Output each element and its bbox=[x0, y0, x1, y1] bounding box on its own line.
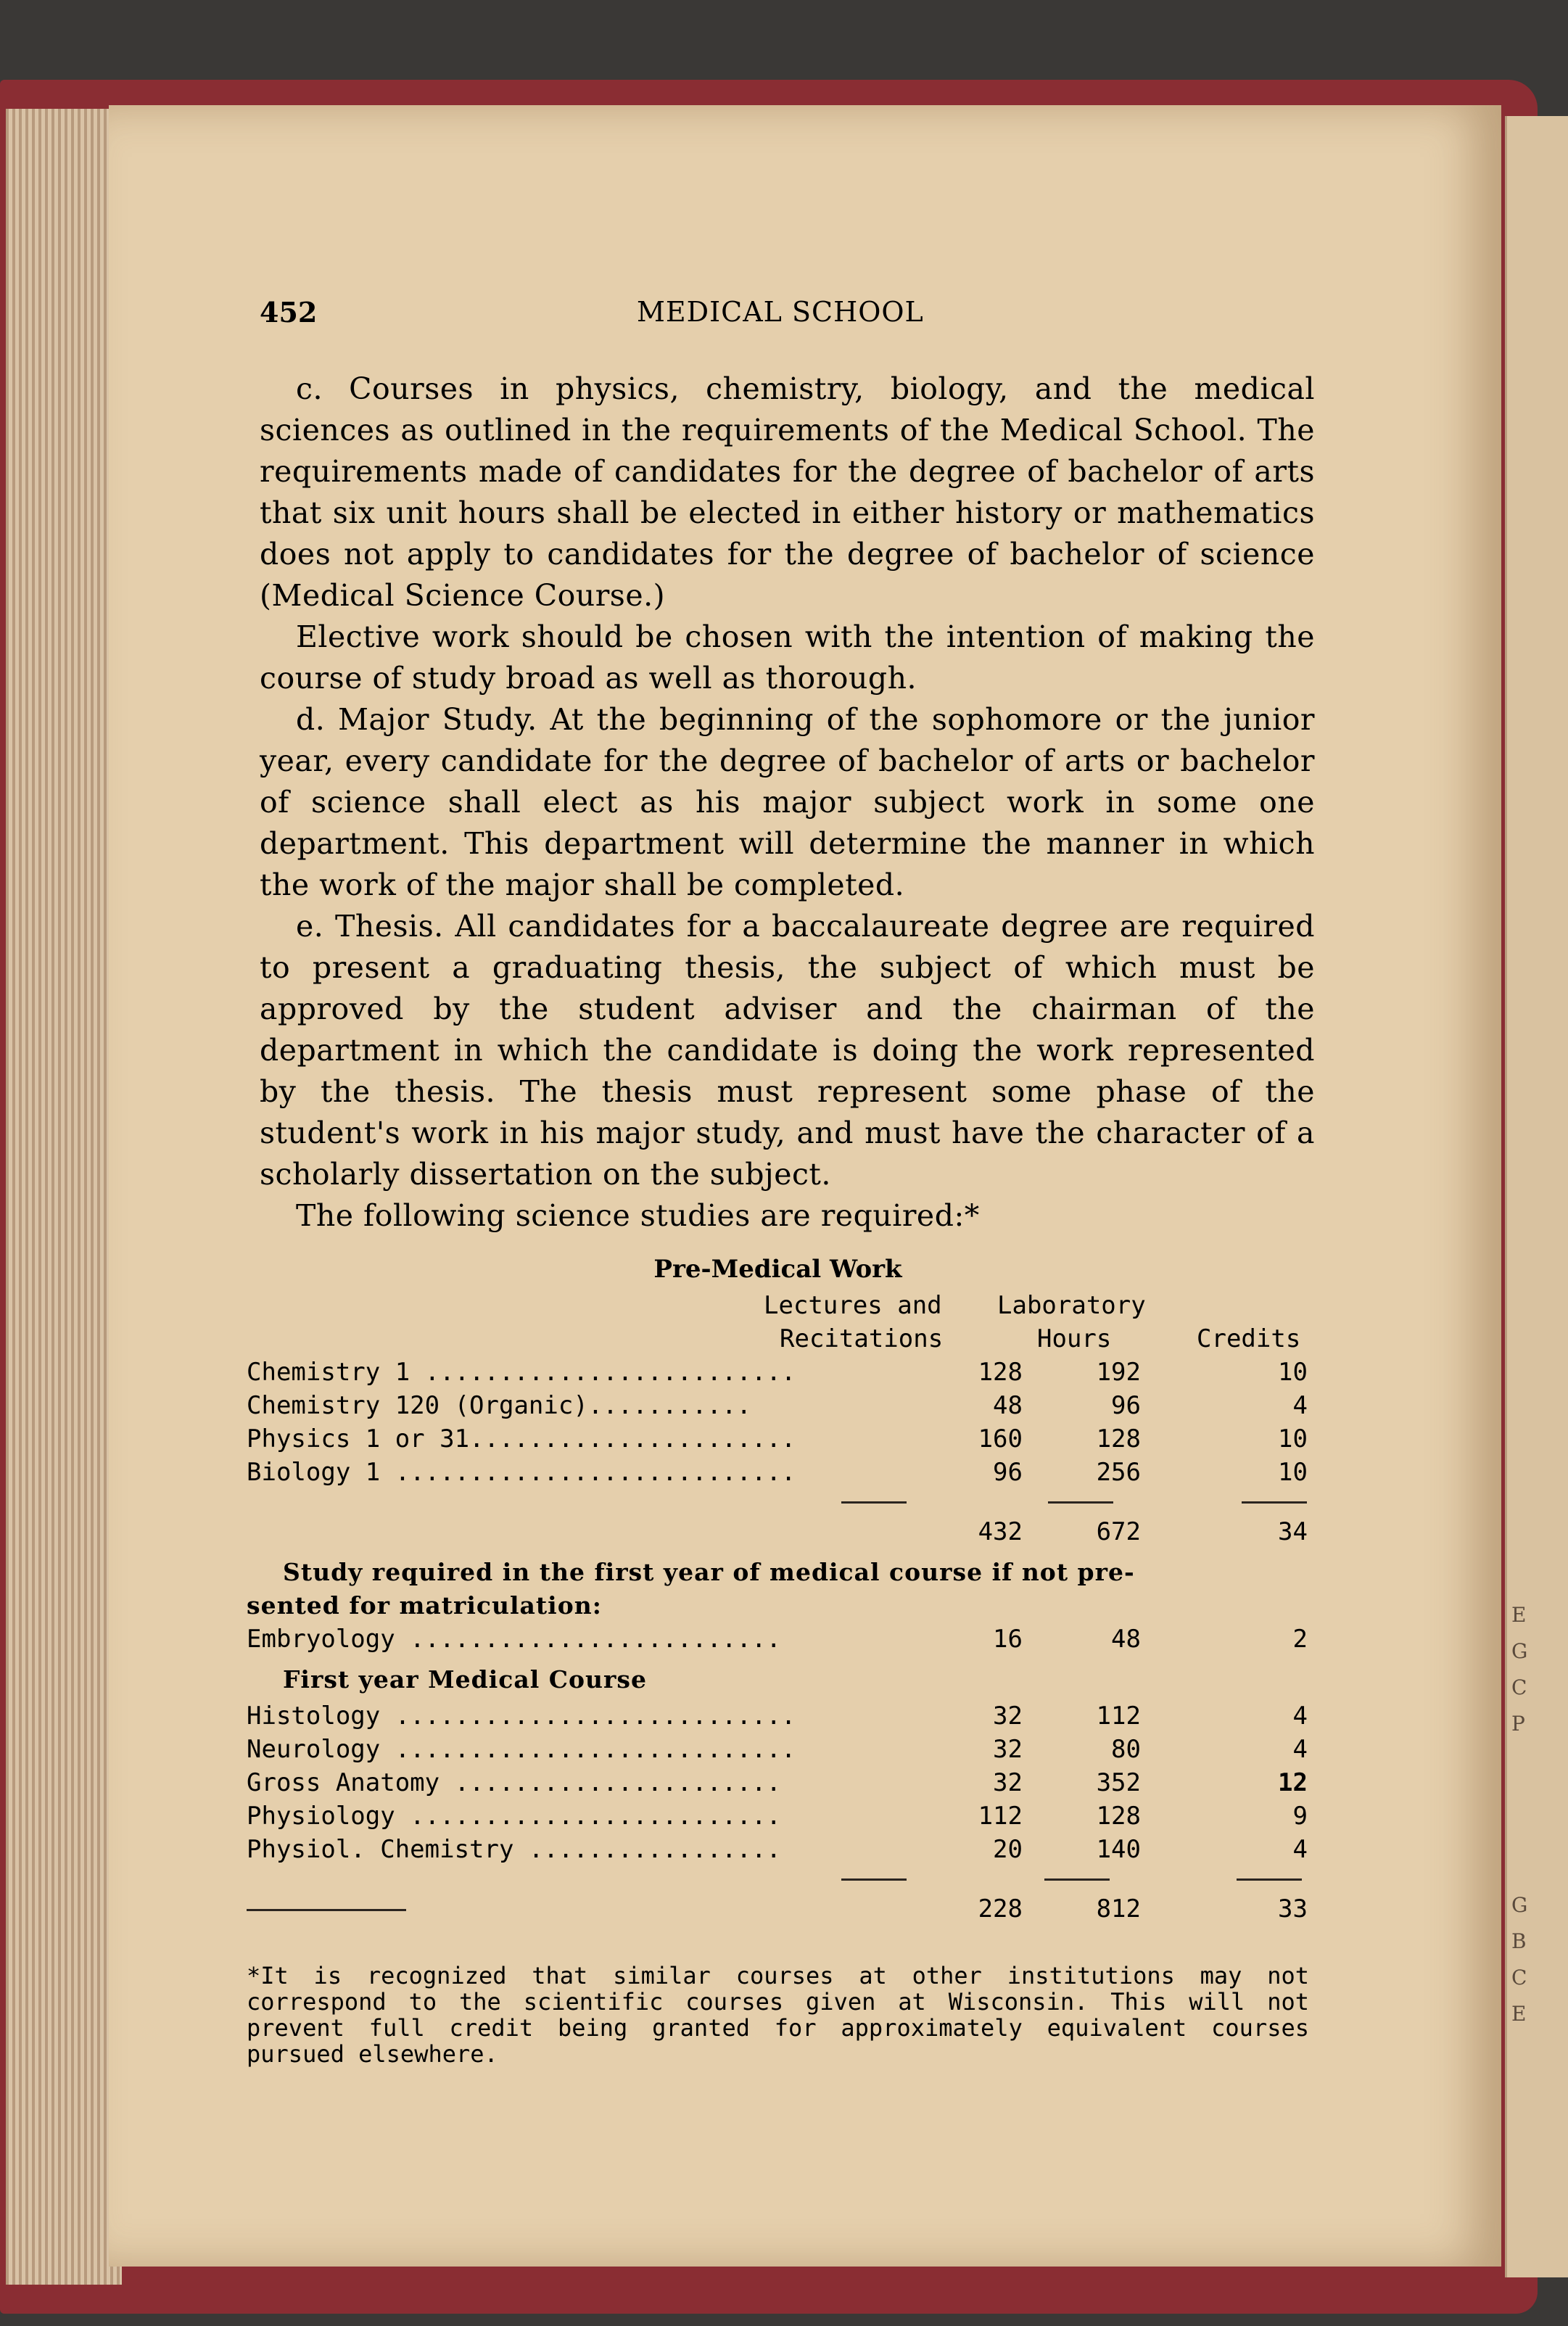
first-year-total-row bbox=[247, 1894, 1309, 1935]
table-row bbox=[247, 1358, 1309, 1391]
total-rule bbox=[841, 1878, 907, 1881]
first-year-heading: First year Medical Course bbox=[283, 1665, 647, 1694]
table-row bbox=[247, 1802, 1309, 1835]
total-rule bbox=[841, 1501, 907, 1504]
body-text bbox=[260, 368, 1315, 1237]
premed-total-row bbox=[247, 1517, 1309, 1558]
lab-value: 80 bbox=[1111, 1735, 1141, 1764]
table-row bbox=[247, 1391, 1309, 1424]
edge-letter: E bbox=[1511, 1603, 1527, 1627]
course-name: Physiology ......................... bbox=[247, 1802, 781, 1831]
lab-value: 256 bbox=[1096, 1458, 1141, 1487]
course-name: Gross Anatomy ...................... bbox=[247, 1768, 781, 1797]
col-credits-head: Credits bbox=[1197, 1324, 1301, 1353]
total-lab: 672 bbox=[1096, 1517, 1141, 1546]
lectures-value: 112 bbox=[978, 1802, 1023, 1831]
lab-value: 48 bbox=[1111, 1625, 1141, 1654]
total-rule bbox=[1237, 1878, 1302, 1881]
table-row bbox=[247, 1768, 1309, 1802]
course-name: Physiol. Chemistry ................. bbox=[247, 1835, 781, 1864]
edge-letter: C bbox=[1511, 1675, 1527, 1699]
total-lab: 812 bbox=[1096, 1894, 1141, 1923]
course-name: Physics 1 or 31...................... bbox=[247, 1424, 796, 1453]
course-name: Biology 1 ........................... bbox=[247, 1458, 796, 1487]
table-heading: Pre-Medical Work bbox=[653, 1255, 902, 1284]
edge-letter: B bbox=[1511, 1929, 1527, 1953]
credits-value: 2 bbox=[1292, 1625, 1308, 1654]
credits-value: 4 bbox=[1292, 1735, 1308, 1764]
first-year-heading-row bbox=[247, 1665, 1309, 1702]
edge-letter: G bbox=[1511, 1893, 1528, 1917]
lectures-value: 128 bbox=[978, 1358, 1023, 1387]
edge-letter: G bbox=[1511, 1639, 1528, 1663]
paragraph-c: c. Courses in physics, chemistry, biology, and the medical sciences as outlined in the requirements of the Medical School. The requirements made of candidates for the degree of bachelor of arts that six unit hours shall be elected in either history or mathematics does not apply to candidates for the degree of bachelor of science (Medical Science Course.) bbox=[260, 371, 1315, 613]
paragraph-elective: Elective work should be chosen with the intention of making the course of study broad as well as thorough. bbox=[260, 619, 1315, 696]
credits-value: 4 bbox=[1292, 1391, 1308, 1420]
study-required-line2 bbox=[247, 1591, 1309, 1625]
credits-value: 10 bbox=[1278, 1424, 1308, 1453]
course-name: Embryology ......................... bbox=[247, 1625, 781, 1654]
table-row bbox=[247, 1735, 1309, 1768]
col-hours-head: Hours bbox=[1037, 1324, 1112, 1353]
credits-value: 12 bbox=[1278, 1768, 1308, 1797]
credits-value: 4 bbox=[1292, 1702, 1308, 1731]
table-row bbox=[247, 1625, 1309, 1665]
page-number: 452 bbox=[260, 296, 318, 329]
course-name: Chemistry 1 ......................... bbox=[247, 1358, 796, 1387]
lectures-value: 48 bbox=[993, 1391, 1023, 1420]
column-header-line1 bbox=[247, 1291, 1309, 1324]
lab-value: 192 bbox=[1096, 1358, 1141, 1387]
lectures-value: 96 bbox=[993, 1458, 1023, 1487]
footnote: *It is recognized that similar courses at other institutions may not correspond to the scientific courses given at Wisconsin. This will not prevent full credit being granted for approximately equivalent courses pursued elsewhere. bbox=[247, 1962, 1309, 2068]
table-row bbox=[247, 1702, 1309, 1735]
total-rule bbox=[247, 1909, 406, 1911]
total-credits: 33 bbox=[1278, 1894, 1308, 1923]
edge-letter: C bbox=[1511, 1966, 1527, 1989]
course-name: Chemistry 120 (Organic)........... bbox=[247, 1391, 751, 1420]
lab-value: 128 bbox=[1096, 1802, 1141, 1831]
lab-value: 140 bbox=[1096, 1835, 1141, 1864]
edge-letter: E bbox=[1511, 2002, 1527, 2026]
lab-value: 352 bbox=[1096, 1768, 1141, 1797]
credits-value: 10 bbox=[1278, 1458, 1308, 1487]
total-rule bbox=[1242, 1501, 1307, 1504]
lectures-value: 20 bbox=[993, 1835, 1023, 1864]
total-rules bbox=[247, 1491, 1309, 1517]
requirements-table bbox=[247, 1255, 1309, 1935]
lectures-value: 32 bbox=[993, 1735, 1023, 1764]
credits-value: 9 bbox=[1292, 1802, 1308, 1831]
table-row bbox=[247, 1424, 1309, 1458]
lectures-value: 16 bbox=[993, 1625, 1023, 1654]
total-rule bbox=[1048, 1501, 1113, 1504]
lectures-value: 32 bbox=[993, 1702, 1023, 1731]
col-lectures-head: Lectures and bbox=[764, 1291, 942, 1320]
table-row bbox=[247, 1458, 1309, 1491]
total-credits: 34 bbox=[1278, 1517, 1308, 1546]
total-rules bbox=[247, 1868, 1309, 1894]
paragraph-e: e. Thesis. All candidates for a baccalaureate degree are required to present a graduating thesis, the subject of which must be approved by the student adviser and the chairman of the department in which the candidate is doing the work represented by the thesis. The thesis must represent some phase of the student's work in his major study, and must have the character of a scholarly dissertation on the subject. bbox=[260, 909, 1315, 1192]
credits-value: 4 bbox=[1292, 1835, 1308, 1864]
study-required-text: sented for matriculation: bbox=[247, 1591, 602, 1620]
course-name: Neurology ........................... bbox=[247, 1735, 796, 1764]
column-header-line2 bbox=[247, 1324, 1309, 1358]
lectures-value: 32 bbox=[993, 1768, 1023, 1797]
total-lectures: 228 bbox=[978, 1894, 1023, 1923]
page-title: MEDICAL SCHOOL bbox=[637, 296, 924, 328]
lab-value: 112 bbox=[1096, 1702, 1141, 1731]
study-required-line1 bbox=[247, 1558, 1309, 1591]
table-row bbox=[247, 1835, 1309, 1868]
col-lab-head: Laboratory bbox=[997, 1291, 1146, 1320]
study-required-text: Study required in the first year of medical course if not pre- bbox=[283, 1558, 1135, 1586]
credits-value: 10 bbox=[1278, 1358, 1308, 1387]
total-rule bbox=[1044, 1878, 1110, 1881]
page-edges bbox=[6, 109, 122, 2285]
lab-value: 96 bbox=[1111, 1391, 1141, 1420]
next-page-edge bbox=[1505, 116, 1568, 2277]
col-recitations-head: Recitations bbox=[780, 1324, 944, 1353]
total-lectures: 432 bbox=[978, 1517, 1023, 1546]
course-name: Histology ........................... bbox=[247, 1702, 796, 1731]
lab-value: 128 bbox=[1096, 1424, 1141, 1453]
edge-letter: P bbox=[1511, 1712, 1525, 1736]
lectures-value: 160 bbox=[978, 1424, 1023, 1453]
paragraph-d: d. Major Study. At the beginning of the sophomore or the junior year, every candidate for the degree of bachelor of arts or bachelor of science shall elect as his major subject work in some one department. This department will determine the manner in which the work of the major shall be completed. bbox=[260, 702, 1315, 902]
paragraph-intro-table: The following science studies are required:* bbox=[296, 1198, 980, 1233]
